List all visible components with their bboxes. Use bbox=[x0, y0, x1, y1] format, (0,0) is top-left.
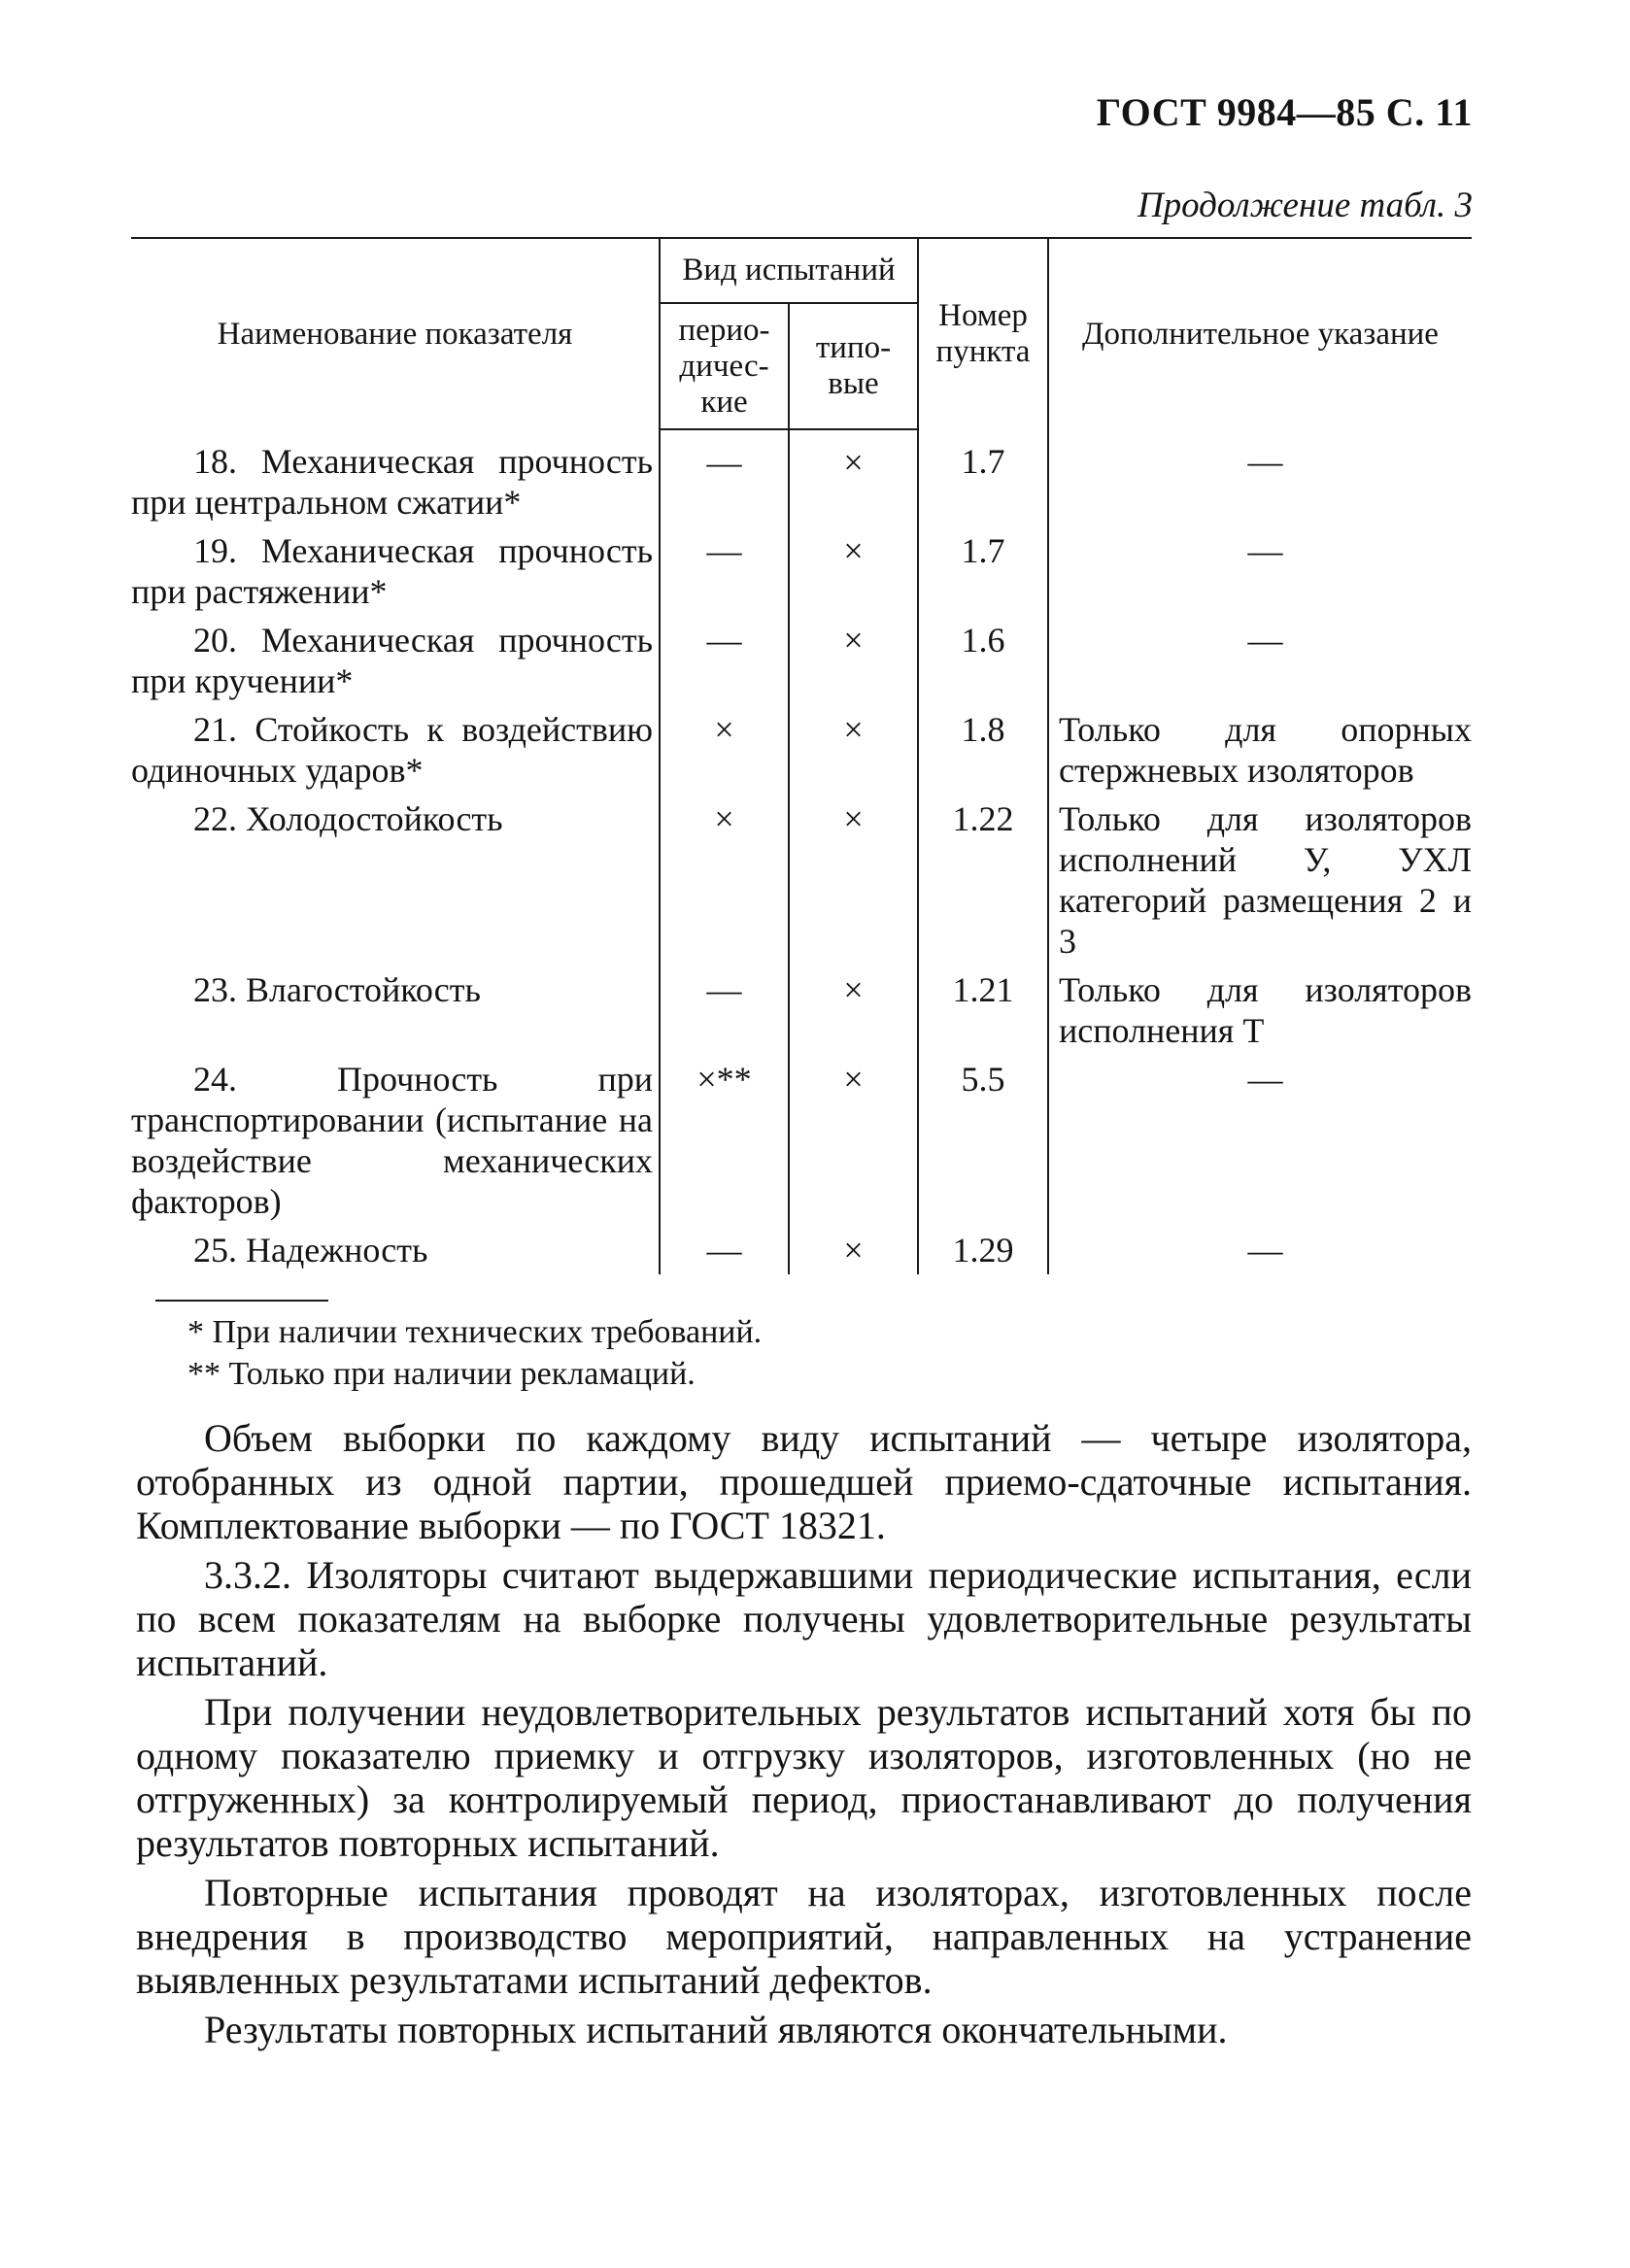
row-note: — bbox=[1048, 1053, 1472, 1224]
row-number: 21. bbox=[193, 710, 237, 749]
row-type: × bbox=[789, 525, 918, 614]
row-clause: 1.7 bbox=[918, 429, 1048, 525]
footnote-divider bbox=[155, 1300, 328, 1302]
table-row bbox=[131, 614, 1472, 703]
paragraph: При получении неудовлетворительных результатов испытаний хотя бы по одному показателю приемку и отгрузку изоляторов, изготовленных (но не отгруженных) за контролируемый период, приостанавливают до получения результатов повторных испытаний. bbox=[136, 1690, 1472, 1865]
row-clause: 1.7 bbox=[918, 525, 1048, 614]
row-note: — bbox=[1048, 614, 1472, 703]
row-note: — bbox=[1048, 429, 1472, 525]
header-test-type: Вид испытаний bbox=[660, 238, 918, 303]
row-clause: 1.8 bbox=[918, 703, 1048, 793]
row-name: Механическая прочность при кручении* bbox=[131, 621, 653, 700]
footnote: * При наличии технических требований. bbox=[187, 1314, 763, 1350]
row-name-cell bbox=[131, 964, 660, 1053]
page-header: ГОСТ 9984—85 С. 11 bbox=[1096, 90, 1473, 134]
row-number: 18. bbox=[193, 442, 237, 481]
header-clause-number: Номер пункта bbox=[918, 238, 1048, 429]
table-row bbox=[131, 429, 1472, 525]
row-periodic: ×** bbox=[660, 1053, 789, 1224]
table-row bbox=[131, 793, 1472, 964]
row-clause: 1.21 bbox=[918, 964, 1048, 1053]
row-periodic: × bbox=[660, 703, 789, 793]
row-name: Надежность bbox=[246, 1231, 428, 1269]
row-name-cell bbox=[131, 1053, 660, 1224]
row-number: 23. bbox=[193, 970, 237, 1009]
paragraph: 3.3.2. Изоляторы считают выдержавшими периодические испытания, если по всем показателям на выборке получены удовлетворительные результаты испытаний. bbox=[136, 1553, 1472, 1684]
row-note: Только для изоляторов исполнения Т bbox=[1048, 964, 1472, 1053]
row-number: 24. bbox=[193, 1060, 237, 1099]
row-name: Механическая прочность при центральном сжатии* bbox=[131, 442, 653, 522]
table-row bbox=[131, 525, 1472, 614]
row-type: × bbox=[789, 1224, 918, 1274]
footnotes bbox=[187, 1311, 762, 1395]
row-name: Механическая прочность при растяжении* bbox=[131, 531, 653, 611]
table-row bbox=[131, 1224, 1472, 1274]
row-periodic: — bbox=[660, 1224, 789, 1274]
row-name-cell bbox=[131, 614, 660, 703]
paragraph: Повторные испытания проводят на изоляторах, изготовленных после внедрения в производство мероприятий, направленных на устранение выявленных результатами испытаний дефектов. bbox=[136, 1871, 1472, 2002]
row-number: 22. bbox=[193, 799, 237, 838]
row-note: — bbox=[1048, 1224, 1472, 1274]
row-number: 19. bbox=[193, 531, 237, 570]
row-name-cell bbox=[131, 703, 660, 793]
paragraph: Результаты повторных испытаний являются окончательными. bbox=[204, 2008, 1228, 2051]
body-text bbox=[136, 1416, 1472, 2057]
row-note: — bbox=[1048, 525, 1472, 614]
row-type: × bbox=[789, 614, 918, 703]
row-clause: 1.29 bbox=[918, 1224, 1048, 1274]
row-note: Только для опорных стержневых изоляторов bbox=[1048, 703, 1472, 793]
header-indicator-name: Наименование показателя bbox=[131, 238, 660, 429]
row-clause: 1.6 bbox=[918, 614, 1048, 703]
row-type: × bbox=[789, 703, 918, 793]
row-note: Только для изоляторов исполнений У, УХЛ категорий размещения 2 и 3 bbox=[1048, 793, 1472, 964]
row-name-cell bbox=[131, 793, 660, 964]
row-periodic: — bbox=[660, 429, 789, 525]
row-type: × bbox=[789, 1053, 918, 1224]
table-continuation-caption: Продолжение табл. 3 bbox=[1137, 186, 1473, 225]
row-periodic: — bbox=[660, 614, 789, 703]
header-additional-note: Дополнительное указание bbox=[1048, 238, 1472, 429]
footnote: ** Только при наличии рекламаций. bbox=[187, 1356, 696, 1392]
row-name-cell bbox=[131, 429, 660, 525]
indicators-table bbox=[131, 237, 1472, 1274]
row-number: 20. bbox=[193, 621, 237, 660]
header-periodic: перио- дичес- кие bbox=[660, 303, 789, 429]
row-periodic: — bbox=[660, 964, 789, 1053]
row-name-cell bbox=[131, 525, 660, 614]
header-type-tests: типо- вые bbox=[789, 303, 918, 429]
row-type: × bbox=[789, 964, 918, 1053]
paragraph: Объем выборки по каждому виду испытаний — четыре изолятора, отобранных из одной партии, прошедшей приемо-сдаточные испытания. Комплектование выборки — по ГОСТ 18321. bbox=[136, 1416, 1472, 1547]
row-periodic: × bbox=[660, 793, 789, 964]
row-name-cell bbox=[131, 1224, 660, 1274]
row-name: Стойкость к воздействию одиночных ударов* bbox=[131, 710, 654, 790]
row-type: × bbox=[789, 793, 918, 964]
row-name: Влагостойкость bbox=[246, 970, 481, 1009]
row-name: Холодостойкость bbox=[246, 799, 503, 838]
row-clause: 1.22 bbox=[918, 793, 1048, 964]
row-periodic: — bbox=[660, 525, 789, 614]
table-row bbox=[131, 703, 1472, 793]
table-row bbox=[131, 1053, 1472, 1224]
row-type: × bbox=[789, 429, 918, 525]
row-name: Прочность при транспортировании (испытание на воздействие механических факторов) bbox=[131, 1060, 653, 1221]
row-clause: 5.5 bbox=[918, 1053, 1048, 1224]
table-row bbox=[131, 964, 1472, 1053]
row-number: 25. bbox=[193, 1231, 237, 1269]
